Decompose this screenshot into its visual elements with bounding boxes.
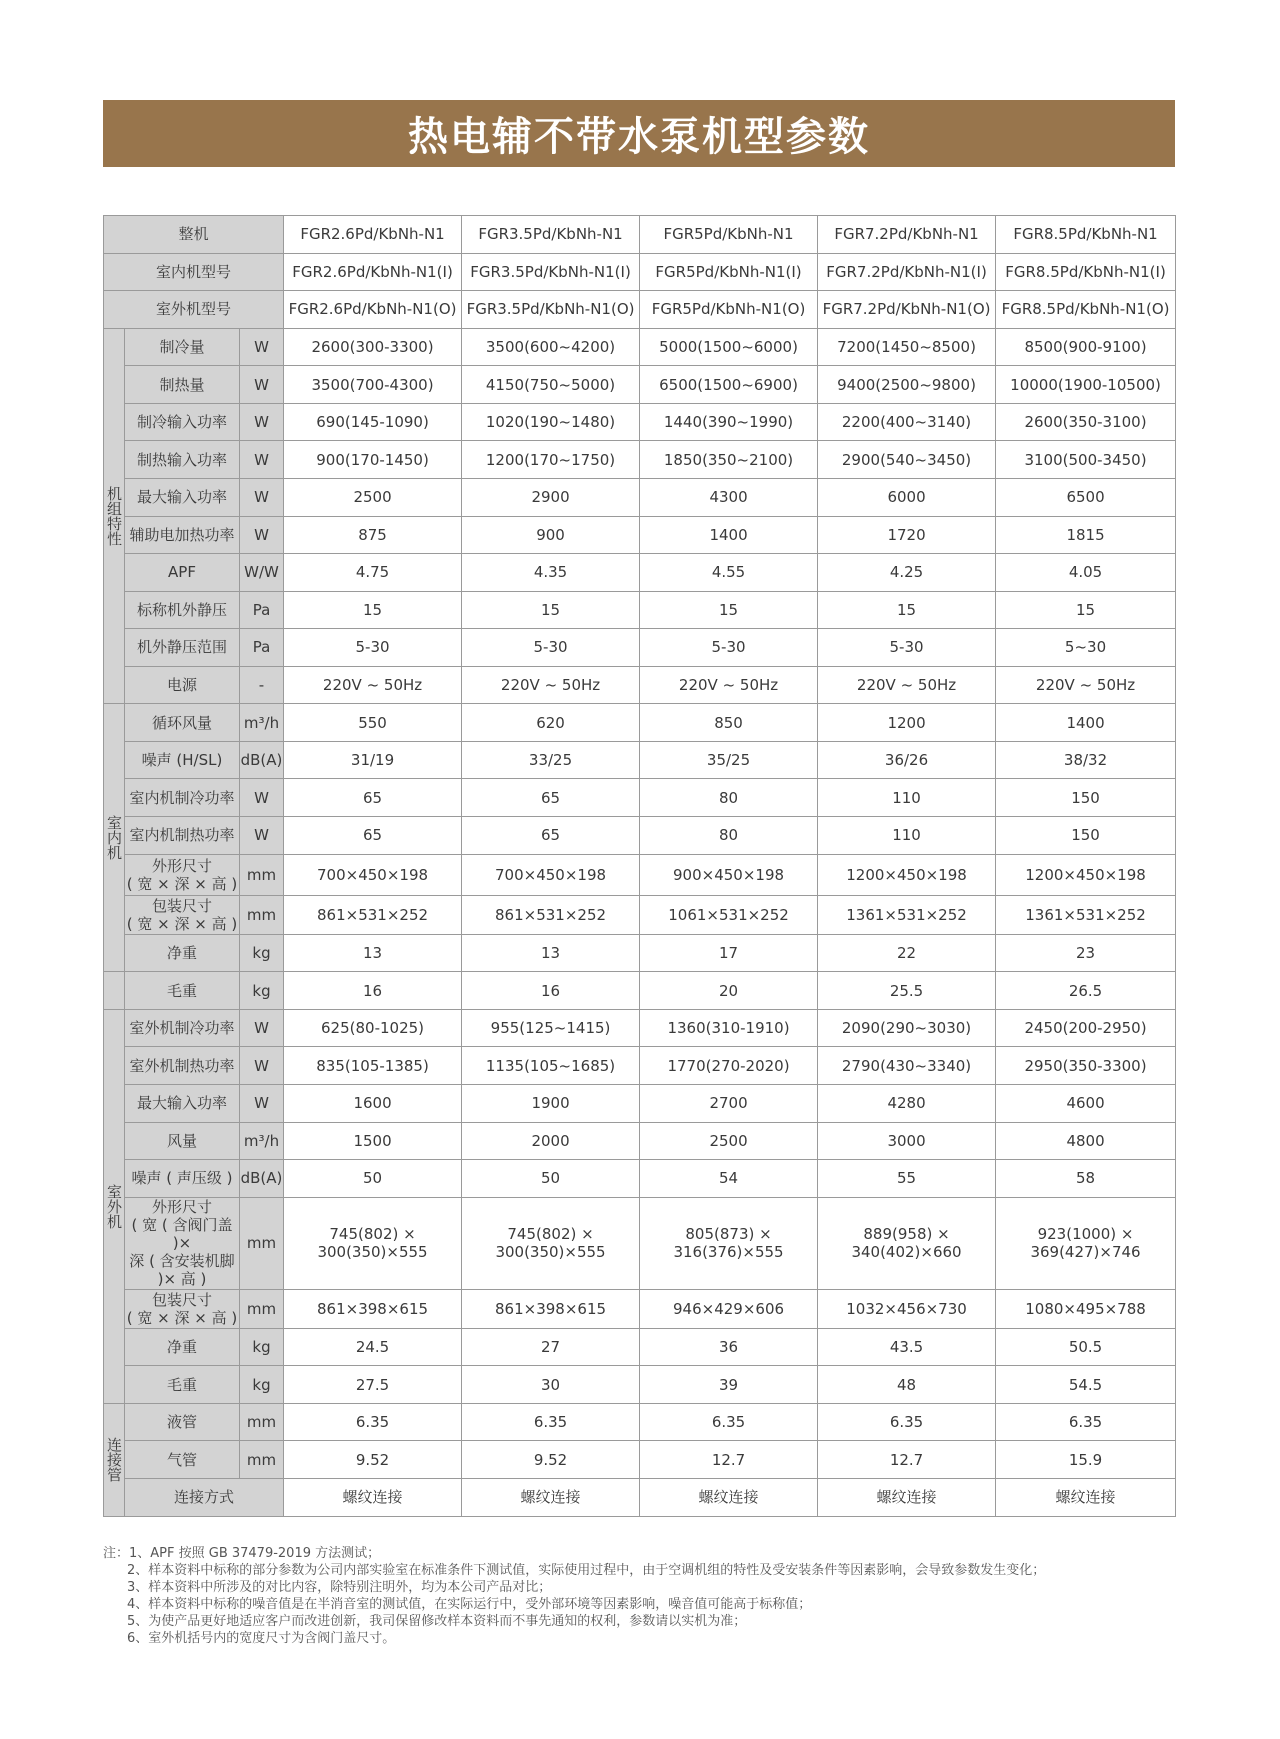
table-row	[104, 779, 1176, 817]
table-row	[104, 1009, 1176, 1047]
value-cell: 36	[640, 1328, 818, 1366]
row-label: 外形尺寸 ( 宽 × 深 × 高 )	[125, 854, 240, 896]
value-cell: 15	[996, 591, 1176, 629]
row-label: 噪声 (H/SL)	[125, 741, 240, 779]
value-cell: 7200(1450~8500)	[818, 328, 996, 366]
value-cell: 2500	[640, 1122, 818, 1160]
unit-label: kg	[240, 972, 284, 1010]
table-row	[104, 1366, 1176, 1404]
value-cell: 4280	[818, 1085, 996, 1123]
value-cell: 220V ~ 50Hz	[640, 666, 818, 704]
row-label: 液管	[125, 1403, 240, 1441]
value-cell: 2000	[462, 1122, 640, 1160]
value-cell: 2450(200-2950)	[996, 1009, 1176, 1047]
value-cell: 889(958) × 340(402)×660	[818, 1197, 996, 1289]
value-cell: FGR3.5Pd/KbNh-N1(I)	[462, 253, 640, 291]
table-row	[104, 934, 1176, 972]
table-row	[104, 328, 1176, 366]
value-cell: 58	[996, 1160, 1176, 1198]
value-cell: 2090(290~3030)	[818, 1009, 996, 1047]
value-cell: 5-30	[818, 629, 996, 667]
value-cell: 4.75	[284, 554, 462, 592]
table-row	[104, 817, 1176, 855]
value-cell: 861×531×252	[284, 896, 462, 935]
row-label: 制热量	[125, 366, 240, 404]
value-cell: 861×531×252	[462, 896, 640, 935]
value-cell: 36/26	[818, 741, 996, 779]
value-cell: 螺纹连接	[996, 1478, 1176, 1516]
value-cell: FGR8.5Pd/KbNh-N1	[996, 216, 1176, 254]
value-cell: 27	[462, 1328, 640, 1366]
table-row	[104, 629, 1176, 667]
table-row	[104, 854, 1176, 896]
row-label: 最大输入功率	[125, 478, 240, 516]
row-label: 包装尺寸 ( 宽 × 深 × 高 )	[125, 896, 240, 935]
value-cell: 39	[640, 1366, 818, 1404]
value-cell: FGR8.5Pd/KbNh-N1(O)	[996, 291, 1176, 329]
table-row	[104, 1085, 1176, 1123]
value-cell: 5-30	[640, 629, 818, 667]
unit-label: mm	[240, 854, 284, 896]
value-cell: 6500	[996, 478, 1176, 516]
value-cell: 22	[818, 934, 996, 972]
unit-label: W	[240, 328, 284, 366]
row-label: 制热输入功率	[125, 441, 240, 479]
value-cell: 30	[462, 1366, 640, 1404]
unit-label: W	[240, 516, 284, 554]
row-label: 整机	[104, 216, 284, 254]
unit-label: m³/h	[240, 1122, 284, 1160]
value-cell: 2900	[462, 478, 640, 516]
group-connecting-pipe: 连接管	[104, 1403, 125, 1516]
value-cell: 1135(105~1685)	[462, 1047, 640, 1085]
value-cell: 220V ~ 50Hz	[284, 666, 462, 704]
value-cell: 8500(900-9100)	[996, 328, 1176, 366]
value-cell: 5-30	[284, 629, 462, 667]
value-cell: 625(80-1025)	[284, 1009, 462, 1047]
value-cell: 1850(350~2100)	[640, 441, 818, 479]
value-cell: 20	[640, 972, 818, 1010]
group-blank	[104, 972, 125, 1010]
value-cell: 6000	[818, 478, 996, 516]
value-cell: 80	[640, 779, 818, 817]
value-cell: 螺纹连接	[640, 1478, 818, 1516]
row-label: 毛重	[125, 972, 240, 1010]
row-label: 室外机制热功率	[125, 1047, 240, 1085]
value-cell: 3500(700-4300)	[284, 366, 462, 404]
value-cell: 螺纹连接	[818, 1478, 996, 1516]
row-label: 室内机型号	[104, 253, 284, 291]
value-cell: 65	[462, 779, 640, 817]
table-row	[104, 1047, 1176, 1085]
value-cell: 16	[284, 972, 462, 1010]
value-cell: 6.35	[996, 1403, 1176, 1441]
value-cell: 65	[462, 817, 640, 855]
outdoor-model-row	[104, 291, 1176, 329]
value-cell: 螺纹连接	[462, 1478, 640, 1516]
value-cell: 620	[462, 704, 640, 742]
value-cell: 1440(390~1990)	[640, 403, 818, 441]
unit-label: kg	[240, 1328, 284, 1366]
row-label: 辅助电加热功率	[125, 516, 240, 554]
value-cell: 23	[996, 934, 1176, 972]
footnote-line: 3、样本资料中所涉及的对比内容，除特别注明外，均为本公司产品对比；	[127, 1580, 552, 1595]
model-row	[104, 216, 1176, 254]
unit-label: kg	[240, 934, 284, 972]
table-row	[104, 741, 1176, 779]
table-row	[104, 441, 1176, 479]
row-label: 室外机制冷功率	[125, 1009, 240, 1047]
row-label: 净重	[125, 934, 240, 972]
value-cell: 861×398×615	[284, 1290, 462, 1329]
value-cell: 861×398×615	[462, 1290, 640, 1329]
value-cell: 55	[818, 1160, 996, 1198]
table-row	[104, 478, 1176, 516]
value-cell: 26.5	[996, 972, 1176, 1010]
unit-label: W	[240, 403, 284, 441]
value-cell: 1900	[462, 1085, 640, 1123]
unit-label: W	[240, 441, 284, 479]
row-label: 制冷输入功率	[125, 403, 240, 441]
indoor-model-row	[104, 253, 1176, 291]
unit-label: kg	[240, 1366, 284, 1404]
value-cell: 900×450×198	[640, 854, 818, 896]
row-label: 室外机型号	[104, 291, 284, 329]
unit-label: dB(A)	[240, 741, 284, 779]
page-title: 热电辅不带水泵机型参数	[103, 100, 1175, 167]
unit-label: mm	[240, 1290, 284, 1329]
value-cell: 1600	[284, 1085, 462, 1123]
value-cell: 31/19	[284, 741, 462, 779]
table-row	[104, 1441, 1176, 1479]
value-cell: 13	[284, 934, 462, 972]
value-cell: 15	[284, 591, 462, 629]
table-row	[104, 1290, 1176, 1329]
value-cell: 4600	[996, 1085, 1176, 1123]
unit-label: W	[240, 366, 284, 404]
footnote-line: 2、样本资料中标称的部分参数为公司内部实验室在标准条件下测试值，实际使用过程中，由于空调机组的特性及受安装条件等因素影响，会导致参数发生变化；	[127, 1563, 1046, 1578]
table-row	[104, 554, 1176, 592]
value-cell: 900(170-1450)	[284, 441, 462, 479]
value-cell: 48	[818, 1366, 996, 1404]
value-cell: FGR5Pd/KbNh-N1	[640, 216, 818, 254]
value-cell: 745(802) × 300(350)×555	[462, 1197, 640, 1289]
row-label: 气管	[125, 1441, 240, 1479]
value-cell: 15	[818, 591, 996, 629]
value-cell: 2700	[640, 1085, 818, 1123]
value-cell: 43.5	[818, 1328, 996, 1366]
footnote-line: 6、室外机括号内的宽度尺寸为含阀门盖尺寸。	[127, 1631, 396, 1646]
value-cell: 54	[640, 1160, 818, 1198]
value-cell: 745(802) × 300(350)×555	[284, 1197, 462, 1289]
unit-label: mm	[240, 896, 284, 935]
unit-label: W	[240, 1085, 284, 1123]
value-cell: 2790(430~3340)	[818, 1047, 996, 1085]
value-cell: 65	[284, 779, 462, 817]
unit-label: mm	[240, 1403, 284, 1441]
table-row	[104, 1478, 1176, 1516]
value-cell: 25.5	[818, 972, 996, 1010]
value-cell: 2500	[284, 478, 462, 516]
value-cell: 5000(1500~6000)	[640, 328, 818, 366]
unit-label: -	[240, 666, 284, 704]
row-label: 机外静压范围	[125, 629, 240, 667]
value-cell: 50.5	[996, 1328, 1176, 1366]
value-cell: 1400	[640, 516, 818, 554]
value-cell: 110	[818, 817, 996, 855]
value-cell: FGR2.6Pd/KbNh-N1(O)	[284, 291, 462, 329]
value-cell: 1061×531×252	[640, 896, 818, 935]
value-cell: 150	[996, 817, 1176, 855]
value-cell: 6.35	[462, 1403, 640, 1441]
group-unit-characteristics: 机组特性	[104, 328, 125, 704]
value-cell: 5-30	[462, 629, 640, 667]
value-cell: 2950(350-3300)	[996, 1047, 1176, 1085]
value-cell: 9.52	[462, 1441, 640, 1479]
value-cell: 33/25	[462, 741, 640, 779]
value-cell: 50	[284, 1160, 462, 1198]
value-cell: 6.35	[284, 1403, 462, 1441]
row-label: 制冷量	[125, 328, 240, 366]
group-outdoor-unit: 室外机	[104, 1009, 125, 1403]
row-label: 净重	[125, 1328, 240, 1366]
value-cell: 3500(600~4200)	[462, 328, 640, 366]
value-cell: 1361×531×252	[818, 896, 996, 935]
value-cell: 875	[284, 516, 462, 554]
footnote-line: 5、为使产品更好地适应客户而改进创新，我司保留修改样本资料而不事先通知的权利，参数请以实机为准；	[127, 1614, 747, 1629]
value-cell: 27.5	[284, 1366, 462, 1404]
value-cell: 80	[640, 817, 818, 855]
value-cell: 955(125~1415)	[462, 1009, 640, 1047]
value-cell: 3000	[818, 1122, 996, 1160]
unit-label: mm	[240, 1197, 284, 1289]
value-cell: 4.55	[640, 554, 818, 592]
row-label: 电源	[125, 666, 240, 704]
value-cell: 1200×450×198	[996, 854, 1176, 896]
value-cell: FGR3.5Pd/KbNh-N1	[462, 216, 640, 254]
value-cell: FGR7.2Pd/KbNh-N1(O)	[818, 291, 996, 329]
table-row	[104, 972, 1176, 1010]
value-cell: 1400	[996, 704, 1176, 742]
row-label: 毛重	[125, 1366, 240, 1404]
value-cell: 35/25	[640, 741, 818, 779]
value-cell: 700×450×198	[462, 854, 640, 896]
row-label: 外形尺寸 ( 宽 ( 含阀门盖 )× 深 ( 含安装机脚 )× 高 )	[125, 1197, 240, 1289]
row-label: 连接方式	[125, 1478, 284, 1516]
row-label: 标称机外静压	[125, 591, 240, 629]
value-cell: 10000(1900-10500)	[996, 366, 1176, 404]
value-cell: FGR2.6Pd/KbNh-N1	[284, 216, 462, 254]
value-cell: 15	[462, 591, 640, 629]
value-cell: 38/32	[996, 741, 1176, 779]
value-cell: 2200(400~3140)	[818, 403, 996, 441]
value-cell: 24.5	[284, 1328, 462, 1366]
unit-label: W	[240, 1009, 284, 1047]
unit-label: dB(A)	[240, 1160, 284, 1198]
value-cell: 5~30	[996, 629, 1176, 667]
value-cell: 835(105-1385)	[284, 1047, 462, 1085]
value-cell: 900	[462, 516, 640, 554]
footnotes	[103, 1545, 1203, 1647]
value-cell: 690(145-1090)	[284, 403, 462, 441]
value-cell: 1200(170~1750)	[462, 441, 640, 479]
value-cell: 220V ~ 50Hz	[996, 666, 1176, 704]
value-cell: 螺纹连接	[284, 1478, 462, 1516]
value-cell: 1361×531×252	[996, 896, 1176, 935]
unit-label: mm	[240, 1441, 284, 1479]
value-cell: 850	[640, 704, 818, 742]
value-cell: FGR5Pd/KbNh-N1(I)	[640, 253, 818, 291]
row-label: 噪声 ( 声压级 )	[125, 1160, 240, 1198]
value-cell: FGR8.5Pd/KbNh-N1(I)	[996, 253, 1176, 291]
value-cell: FGR5Pd/KbNh-N1(O)	[640, 291, 818, 329]
value-cell: 550	[284, 704, 462, 742]
row-label: APF	[125, 554, 240, 592]
unit-label: W	[240, 1047, 284, 1085]
value-cell: 1200×450×198	[818, 854, 996, 896]
value-cell: 220V ~ 50Hz	[818, 666, 996, 704]
value-cell: FGR3.5Pd/KbNh-N1(O)	[462, 291, 640, 329]
table-row	[104, 1328, 1176, 1366]
unit-label: W/W	[240, 554, 284, 592]
value-cell: 4.05	[996, 554, 1176, 592]
table-row	[104, 591, 1176, 629]
value-cell: 4300	[640, 478, 818, 516]
value-cell: 9.52	[284, 1441, 462, 1479]
unit-label: W	[240, 779, 284, 817]
table-row	[104, 1403, 1176, 1441]
footnote-line: 注：1、APF 按照 GB 37479-2019 方法测试；	[103, 1546, 381, 1561]
row-label: 循环风量	[125, 704, 240, 742]
table-row	[104, 1160, 1176, 1198]
value-cell: 1770(270-2020)	[640, 1047, 818, 1085]
unit-label: W	[240, 478, 284, 516]
value-cell: 54.5	[996, 1366, 1176, 1404]
value-cell: 4.25	[818, 554, 996, 592]
unit-label: W	[240, 817, 284, 855]
table-row	[104, 1122, 1176, 1160]
value-cell: 946×429×606	[640, 1290, 818, 1329]
table-row	[104, 896, 1176, 935]
table-row	[104, 516, 1176, 554]
value-cell: 2600(300-3300)	[284, 328, 462, 366]
unit-label: Pa	[240, 591, 284, 629]
table-row	[104, 403, 1176, 441]
unit-label: Pa	[240, 629, 284, 667]
value-cell: 1815	[996, 516, 1176, 554]
row-label: 室内机制热功率	[125, 817, 240, 855]
value-cell: 700×450×198	[284, 854, 462, 896]
group-indoor-unit: 室内机	[104, 704, 125, 972]
row-label: 风量	[125, 1122, 240, 1160]
unit-label: m³/h	[240, 704, 284, 742]
value-cell: FGR7.2Pd/KbNh-N1(I)	[818, 253, 996, 291]
value-cell: 4150(750~5000)	[462, 366, 640, 404]
value-cell: 1720	[818, 516, 996, 554]
value-cell: 65	[284, 817, 462, 855]
value-cell: 1080×495×788	[996, 1290, 1176, 1329]
value-cell: 6500(1500~6900)	[640, 366, 818, 404]
value-cell: 6.35	[818, 1403, 996, 1441]
row-label: 包装尺寸 ( 宽 × 深 × 高 )	[125, 1290, 240, 1329]
table-row	[104, 1197, 1176, 1289]
value-cell: 15	[640, 591, 818, 629]
row-label: 室内机制冷功率	[125, 779, 240, 817]
value-cell: 805(873) × 316(376)×555	[640, 1197, 818, 1289]
value-cell: 1500	[284, 1122, 462, 1160]
value-cell: 4800	[996, 1122, 1176, 1160]
value-cell: 923(1000) × 369(427)×746	[996, 1197, 1176, 1289]
value-cell: 50	[462, 1160, 640, 1198]
value-cell: 12.7	[640, 1441, 818, 1479]
value-cell: 2600(350-3100)	[996, 403, 1176, 441]
value-cell: 12.7	[818, 1441, 996, 1479]
value-cell: 13	[462, 934, 640, 972]
row-label: 最大输入功率	[125, 1085, 240, 1123]
value-cell: FGR7.2Pd/KbNh-N1	[818, 216, 996, 254]
value-cell: FGR2.6Pd/KbNh-N1(I)	[284, 253, 462, 291]
value-cell: 17	[640, 934, 818, 972]
value-cell: 1020(190~1480)	[462, 403, 640, 441]
value-cell: 1200	[818, 704, 996, 742]
value-cell: 220V ~ 50Hz	[462, 666, 640, 704]
table-row	[104, 666, 1176, 704]
value-cell: 15.9	[996, 1441, 1176, 1479]
value-cell: 4.35	[462, 554, 640, 592]
value-cell: 1032×456×730	[818, 1290, 996, 1329]
table-row	[104, 704, 1176, 742]
table-row	[104, 366, 1176, 404]
value-cell: 150	[996, 779, 1176, 817]
value-cell: 3100(500-3450)	[996, 441, 1176, 479]
footnote-line: 4、样本资料中标称的噪音值是在半消音室的测试值，在实际运行中，受外部环境等因素影响，噪音值可能高于标称值；	[127, 1597, 812, 1612]
value-cell: 110	[818, 779, 996, 817]
value-cell: 1360(310-1910)	[640, 1009, 818, 1047]
value-cell: 2900(540~3450)	[818, 441, 996, 479]
spec-table	[103, 215, 1176, 1517]
value-cell: 6.35	[640, 1403, 818, 1441]
value-cell: 9400(2500~9800)	[818, 366, 996, 404]
value-cell: 16	[462, 972, 640, 1010]
